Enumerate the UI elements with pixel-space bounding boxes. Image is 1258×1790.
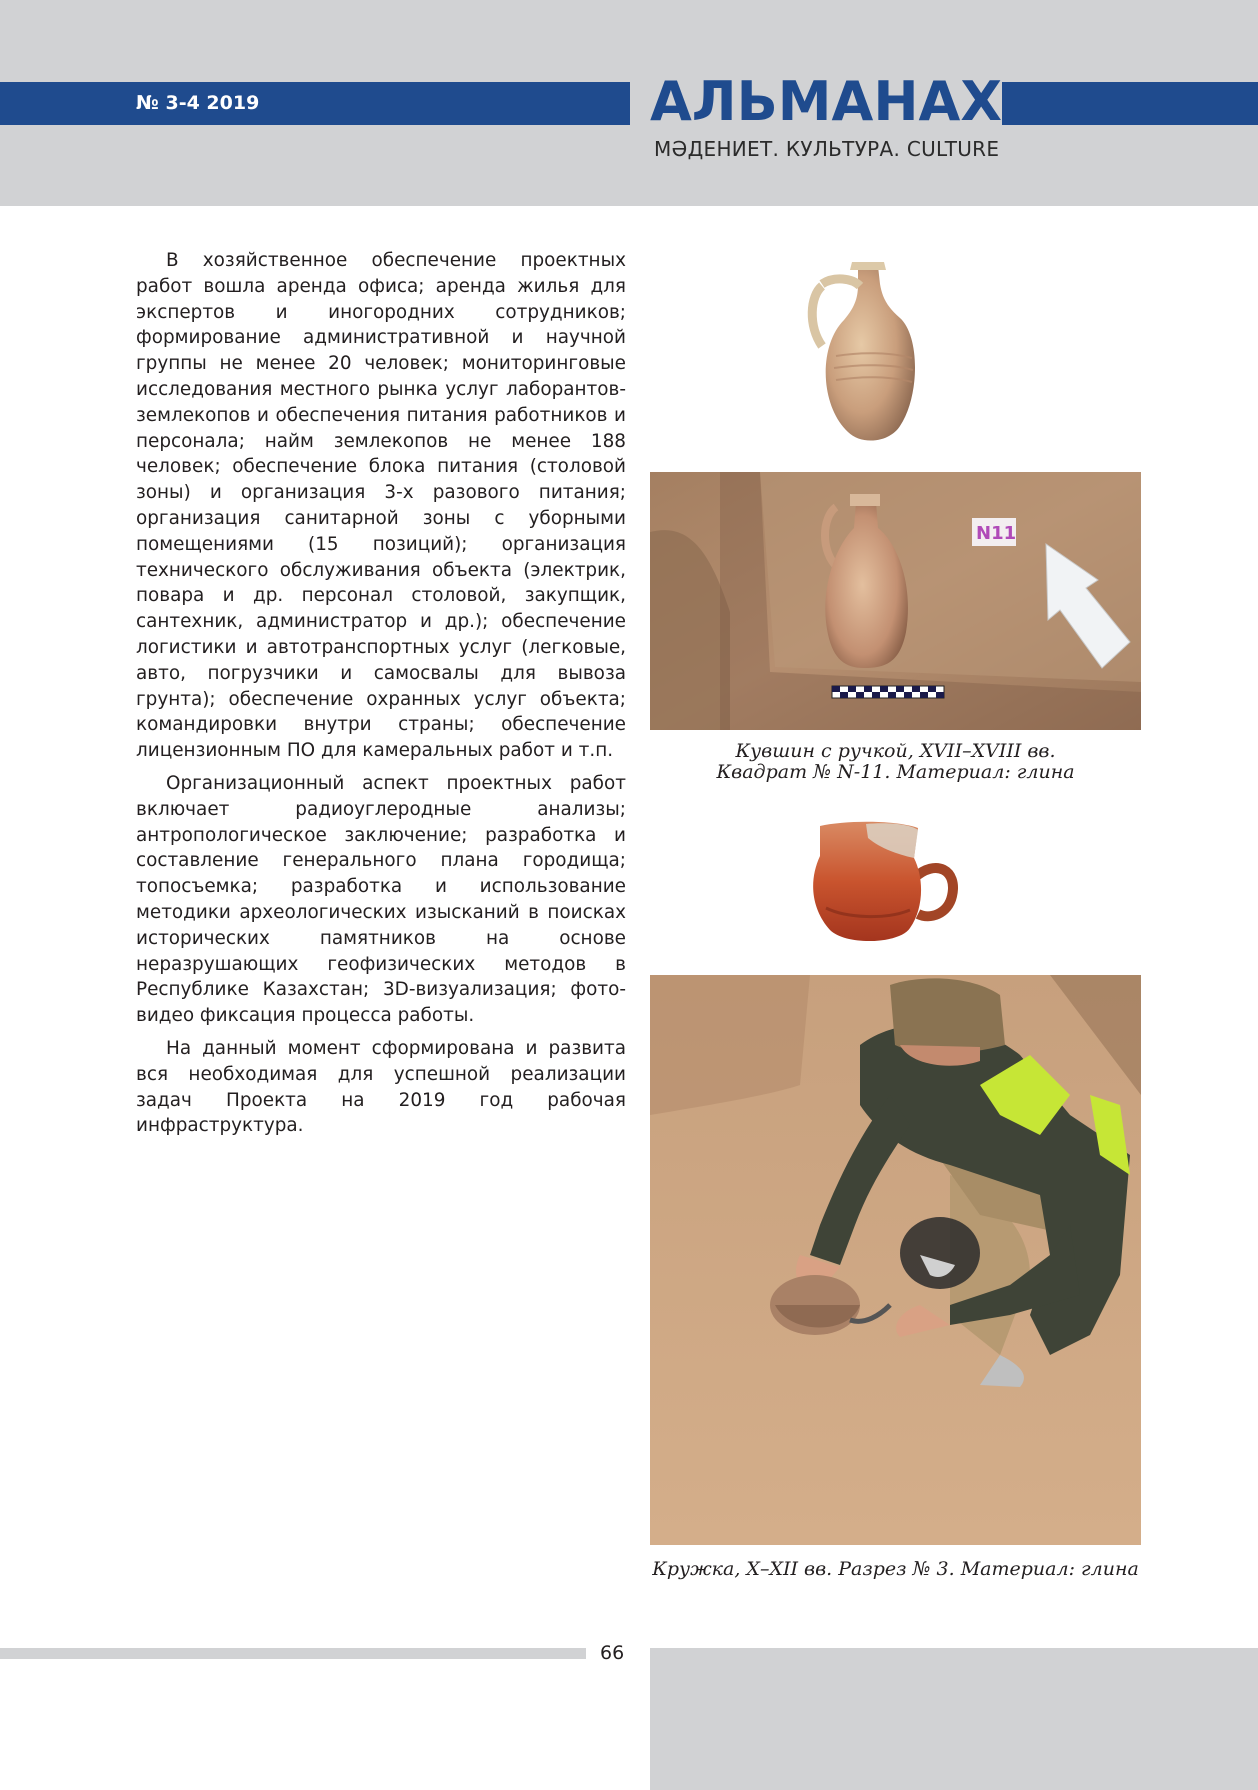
journal-subtitle: МӘДЕНИЕТ. КУЛЬТУРА. CULTURE	[654, 137, 1000, 161]
header-bar-left	[0, 82, 630, 125]
paragraph: На данный момент сформирована и развита вся необходимая для успешной реализации задач Проекта на 2019 год рабочая инфраструктура.	[136, 1037, 626, 1137]
excavation-photo-jug	[650, 472, 1141, 730]
mug-isolated-image	[806, 818, 962, 950]
footer-rule	[0, 1648, 586, 1659]
paragraph: В хозяйственное обеспечение проектных работ вошла аренда офиса; аренда жилья для экспертов и иногородних сотрудников; формирование административной и научной группы не менее 20 человек; мониторинговые исследования местного рынка услуг лаборантов-землекопов и обеспечения питания работников и персонала; найм землекопов не менее 188 человек; обеспечение блока питания (столовой зоны) и организация 3-х разового питания; организация санитарной зоны с уборными помещениями (15 позиций); организация технического обслуживания объекта (электрик, повара и др. персонал столовой, закупщик, сантехник, администратор и др.); обеспечение логистики и автотранспортных услуг (легковые, авто, погрузчики и самосвалы для вывоза грунта); обеспечение охранных услуг объекта; командировки внутри страны; обеспечение лицензионным ПО для камеральных работ и т.п.	[136, 250, 626, 762]
issue-number: № 3-4 2019	[136, 92, 260, 114]
page-number: 66	[600, 1642, 625, 1664]
caption-line: Квадрат № N-11. Материал: глина	[716, 761, 1075, 783]
figure-caption-jug	[650, 741, 1141, 783]
footer-block	[650, 1648, 1258, 1790]
excavation-photo-worker	[650, 975, 1141, 1545]
article-text	[136, 248, 626, 1146]
caption-line: Кувшин с ручкой, XVII–XVIII вв.	[735, 740, 1056, 762]
figure-caption-mug: Кружка, X–XII вв. Разрез № 3. Материал: глина	[652, 1558, 1139, 1580]
find-tag-text: N11	[976, 523, 1017, 544]
jug-isolated-image	[800, 256, 950, 448]
paragraph: Организационный аспект проектных работ включает радиоуглеродные анализы; антропологическое заключение; разработка и составление генерального плана городища; топосъемка; разработка и использование методики археологических изысканий в поисках исторических памятников на основе неразрушающих геофизических методов в Республике Казахстан; 3D-визуализация; фото-видео фиксация процесса работы.	[136, 772, 626, 1027]
header-bar-right	[1002, 82, 1258, 125]
journal-title: АЛЬМАНАХ	[650, 70, 1002, 133]
